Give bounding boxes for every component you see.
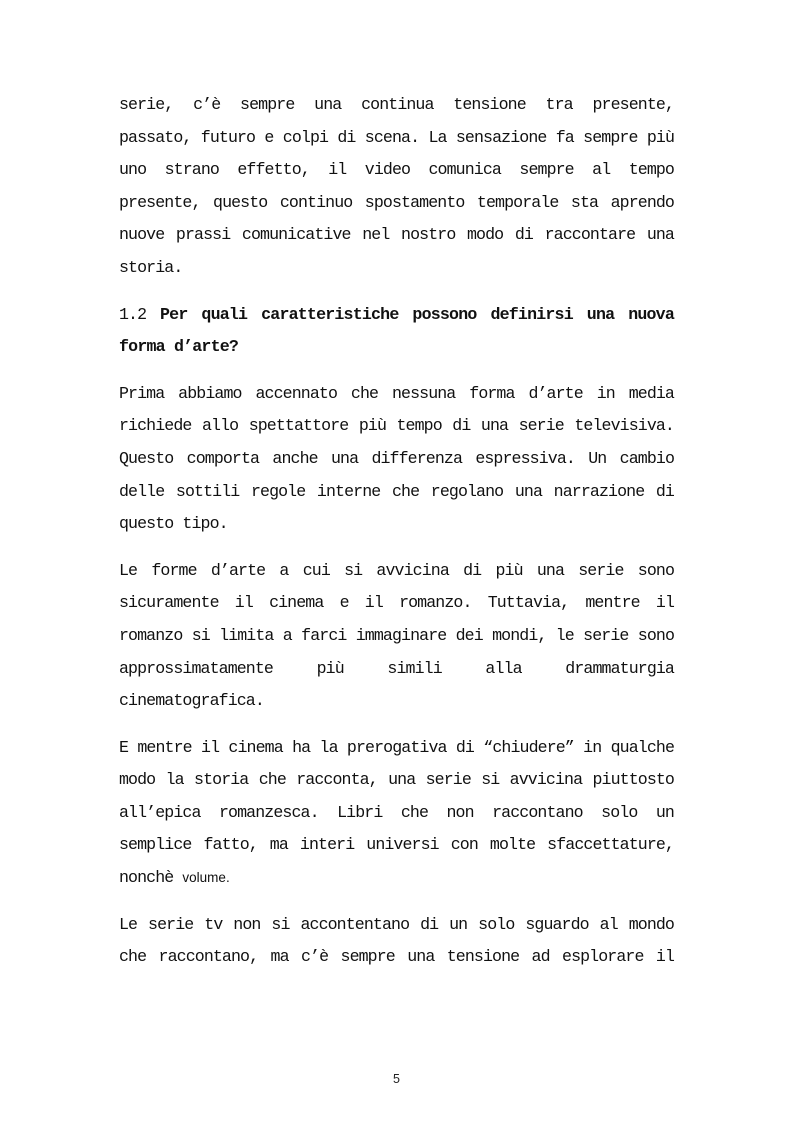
paragraph-tv-series: Le serie tv non si accontentano di un solo sguardo al mondo che raccontano, ma c’è sempre una tensione ad esplorare il: [119, 914, 674, 967]
section-heading: [119, 299, 674, 364]
paragraph-media-time: Prima abbiamo accennato che nessuna forma d’arte in media richiede allo spettattore più tempo di una serie televisiva. Questo comporta anche una differenza espressiva. Un cambio delle sottili regole interne che regolano una narrazione di questo tipo.: [119, 383, 674, 534]
page-number: 5: [393, 1072, 400, 1086]
paragraph-art-forms: Le forme d’arte a cui si avvicina di più una serie sono sicuramente il cinema e il romanzo. Tuttavia, mentre il romanzo si limita a farci immaginare dei mondi, le serie sono approssimatamente più simili alla drammaturgia cinematografica.: [119, 560, 674, 711]
section-title: Per quali caratteristiche possono definirsi una nuova forma d’arte?: [119, 304, 674, 357]
paragraph-cinema-epic: [119, 732, 674, 895]
paragraph-continuation: serie, c’è sempre una continua tensione tra presente, passato, futuro e colpi di scena. La sensazione fa sempre più uno strano effetto, il video comunica sempre al tempo presente, questo continuo spostamento temporale sta aprendo nuove prassi comunicative nel nostro modo di raccontare una storia.: [119, 95, 674, 277]
paragraph-cinema-epic-tail: volume.: [182, 870, 230, 886]
paragraph-cinema-epic-text: E mentre il cinema ha la prerogativa di “chiudere” in qualche modo la storia che racconta, una serie si avvicina piuttosto all’epica romanzesca. Libri che non raccontano solo un semplice fatto, ma interi universi con molte sfaccettature, nonchè: [119, 737, 674, 888]
section-number: 1.2: [119, 304, 147, 324]
page-body: [119, 89, 674, 988]
